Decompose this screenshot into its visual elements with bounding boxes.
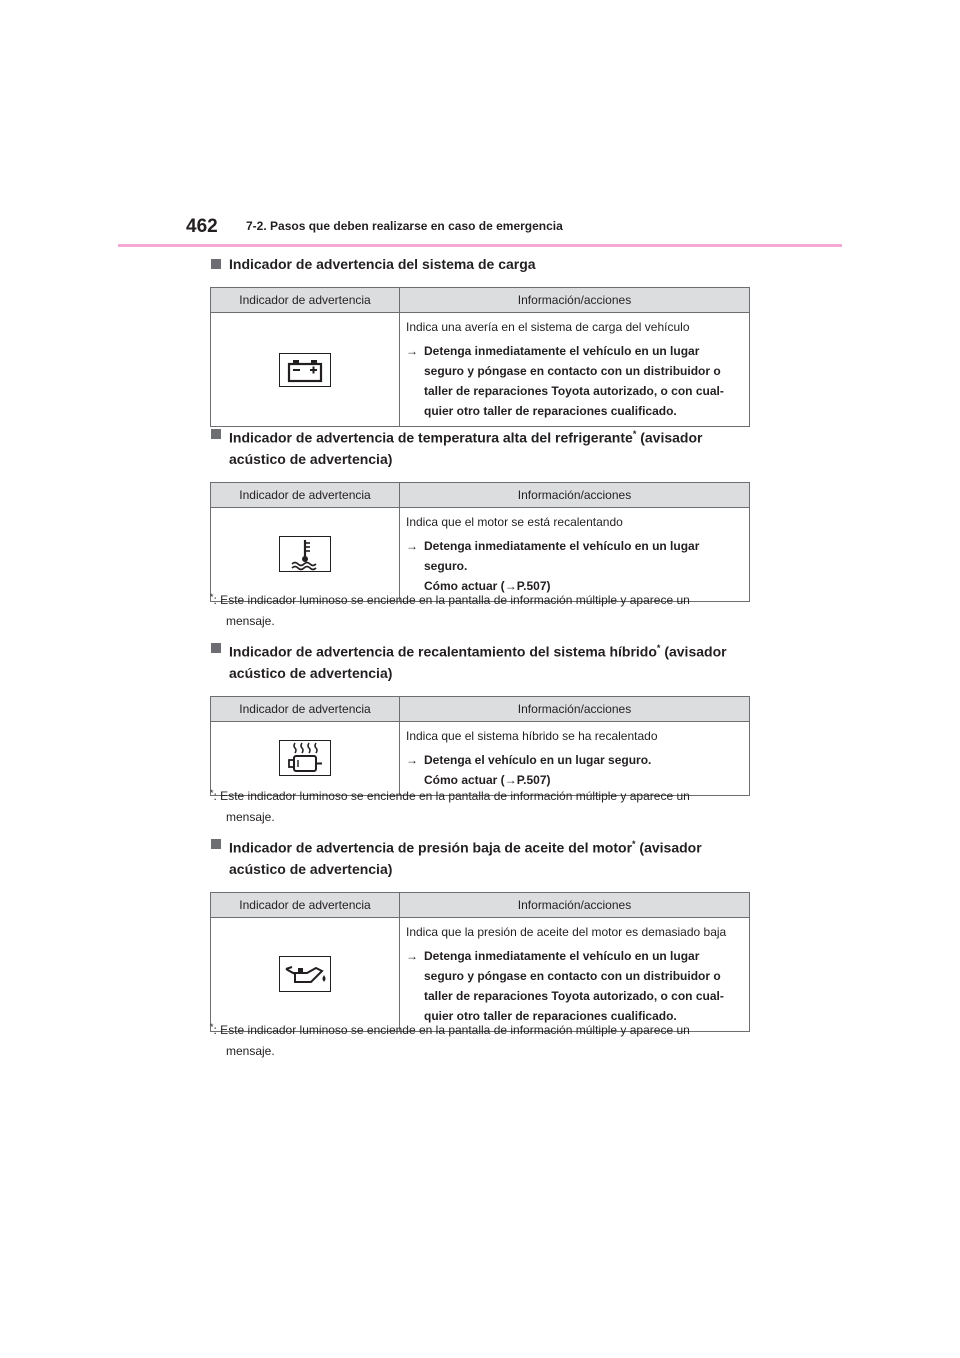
footnote-text: : Este indicador luminoso se enciende en la pantalla de información múltiple y aparece un: [213, 1023, 690, 1037]
page-number: 462: [186, 216, 218, 237]
footnote-mark: *: [210, 1022, 214, 1032]
section-charging-system: [210, 254, 750, 427]
info-description: Indica que el motor se está recalentando: [406, 514, 623, 529]
indicator-cell: [211, 313, 400, 427]
header-divider: [118, 244, 842, 247]
oil-pressure-warning-icon: [279, 956, 331, 992]
action-line: Detenga el vehículo en un lugar seguro.: [424, 752, 652, 767]
warning-table: [210, 892, 750, 1032]
indicator-cell: [211, 721, 400, 795]
column-header-info: Información/acciones: [400, 288, 750, 313]
action-line: Detenga inmediatamente el vehículo en un lugar: [424, 344, 700, 358]
action-line: Detenga inmediatamente el vehículo en un lugar: [424, 538, 700, 553]
footnote: [210, 1020, 750, 1061]
reference-prefix: Cómo actuar (: [424, 772, 505, 787]
arrow-right-icon: →: [504, 772, 517, 787]
warning-table: [210, 482, 750, 602]
info-cell: [400, 507, 750, 601]
table-row: [211, 313, 750, 427]
info-cell: [400, 917, 750, 1031]
heading-tail: (avisador acústico de advertencia): [229, 643, 727, 681]
table-header-row: [211, 892, 750, 917]
table-header-row: [211, 696, 750, 721]
action-line: Detenga inmediatamente el vehículo en un lugar: [424, 948, 700, 963]
action-line: quier otro taller de reparaciones cualificado.: [424, 1008, 677, 1023]
column-header-indicator: Indicador de advertencia: [211, 288, 400, 313]
arrow-right-icon: →: [504, 578, 517, 593]
info-description: Indica que la presión de aceite del motor es demasiado baja: [406, 924, 727, 939]
section-heading: [210, 424, 750, 470]
hybrid-system-overheat-icon: [279, 740, 331, 776]
reference-page: P.507): [516, 772, 551, 787]
reference-page: P.507): [516, 578, 551, 593]
bullet-square-icon: [211, 643, 221, 653]
action-line: quier otro taller de reparaciones cualificado.: [424, 404, 677, 418]
arrow-right-icon: →: [406, 344, 418, 358]
action-line: taller de reparaciones Toyota autorizado, o con cual-: [424, 384, 724, 398]
footnote-mark: *: [210, 592, 214, 602]
column-header-indicator: Indicador de advertencia: [211, 696, 400, 721]
section-heading: [210, 834, 750, 880]
footnote-text-continued: mensaje.: [226, 614, 275, 628]
arrow-right-icon: →: [406, 948, 418, 963]
table-row: [211, 507, 750, 601]
bullet-square-icon: [211, 429, 221, 439]
info-cell: [400, 313, 750, 427]
warning-table: [210, 696, 750, 796]
indicator-cell: [211, 507, 400, 601]
heading-text: Indicador de advertencia de presión baja de aceite del motor: [229, 839, 633, 856]
arrow-right-icon: →: [406, 538, 418, 553]
section-heading: [210, 254, 750, 275]
section-coolant-temperature: [210, 424, 750, 602]
heading-tail: (avisador acústico de advertencia): [229, 839, 702, 877]
table-header-row: [211, 288, 750, 313]
section-hybrid-overheat: [210, 638, 750, 796]
info-description: Indica una avería en el sistema de carga del vehículo: [406, 320, 690, 334]
battery-charge-warning-icon: [279, 353, 331, 387]
footnote-mark: *: [656, 643, 661, 653]
footnote-text-continued: mensaje.: [226, 1044, 275, 1058]
footnote-mark: *: [210, 788, 214, 798]
arrow-right-icon: →: [406, 752, 418, 767]
column-header-info: Información/acciones: [400, 482, 750, 507]
footnote: [210, 786, 750, 827]
table-header-row: [211, 482, 750, 507]
action-instructions: [406, 946, 745, 1026]
coolant-temperature-warning-icon: [279, 536, 331, 572]
table-row: [211, 721, 750, 795]
heading-tail: (avisador acústico de advertencia): [229, 429, 703, 467]
footnote-text: : Este indicador luminoso se enciende en la pantalla de información múltiple y aparece un: [213, 789, 690, 803]
footnote: [210, 590, 750, 631]
footnote-mark: *: [632, 839, 636, 849]
bullet-square-icon: [211, 259, 221, 269]
reference-prefix: Cómo actuar (: [424, 578, 505, 593]
footnote-mark: *: [632, 429, 637, 439]
heading-text: Indicador de advertencia del sistema de carga: [229, 256, 536, 272]
action-line: seguro y póngase en contacto con un distribuidor o: [424, 968, 721, 983]
chapter-title: 7-2. Pasos que deben realizarse en caso de emergencia: [246, 219, 563, 233]
info-description: Indica que el sistema híbrido se ha recalentado: [406, 728, 658, 743]
column-header-info: Información/acciones: [400, 892, 750, 917]
action-instructions: [406, 341, 745, 421]
column-header-indicator: Indicador de advertencia: [211, 482, 400, 507]
column-header-indicator: Indicador de advertencia: [211, 892, 400, 917]
action-line: seguro y póngase en contacto con un distribuidor o: [424, 364, 721, 378]
section-heading: [210, 638, 750, 684]
action-instructions: [406, 536, 745, 596]
column-header-info: Información/acciones: [400, 696, 750, 721]
action-line: taller de reparaciones Toyota autorizado, o con cual-: [424, 988, 724, 1003]
heading-text: Indicador de advertencia de recalentamiento del sistema híbrido: [229, 643, 657, 660]
footnote-text: : Este indicador luminoso se enciende en la pantalla de información múltiple y aparece un: [213, 593, 690, 607]
warning-table: [210, 287, 750, 427]
info-cell: [400, 721, 750, 795]
table-row: [211, 917, 750, 1031]
action-line: seguro.: [424, 558, 468, 573]
heading-text: Indicador de advertencia de temperatura alta del refrigerante: [229, 429, 633, 446]
action-instructions: [406, 750, 745, 790]
bullet-square-icon: [211, 839, 221, 849]
section-oil-pressure: [210, 834, 750, 1032]
footnote-text-continued: mensaje.: [226, 810, 275, 824]
indicator-cell: [211, 917, 400, 1031]
